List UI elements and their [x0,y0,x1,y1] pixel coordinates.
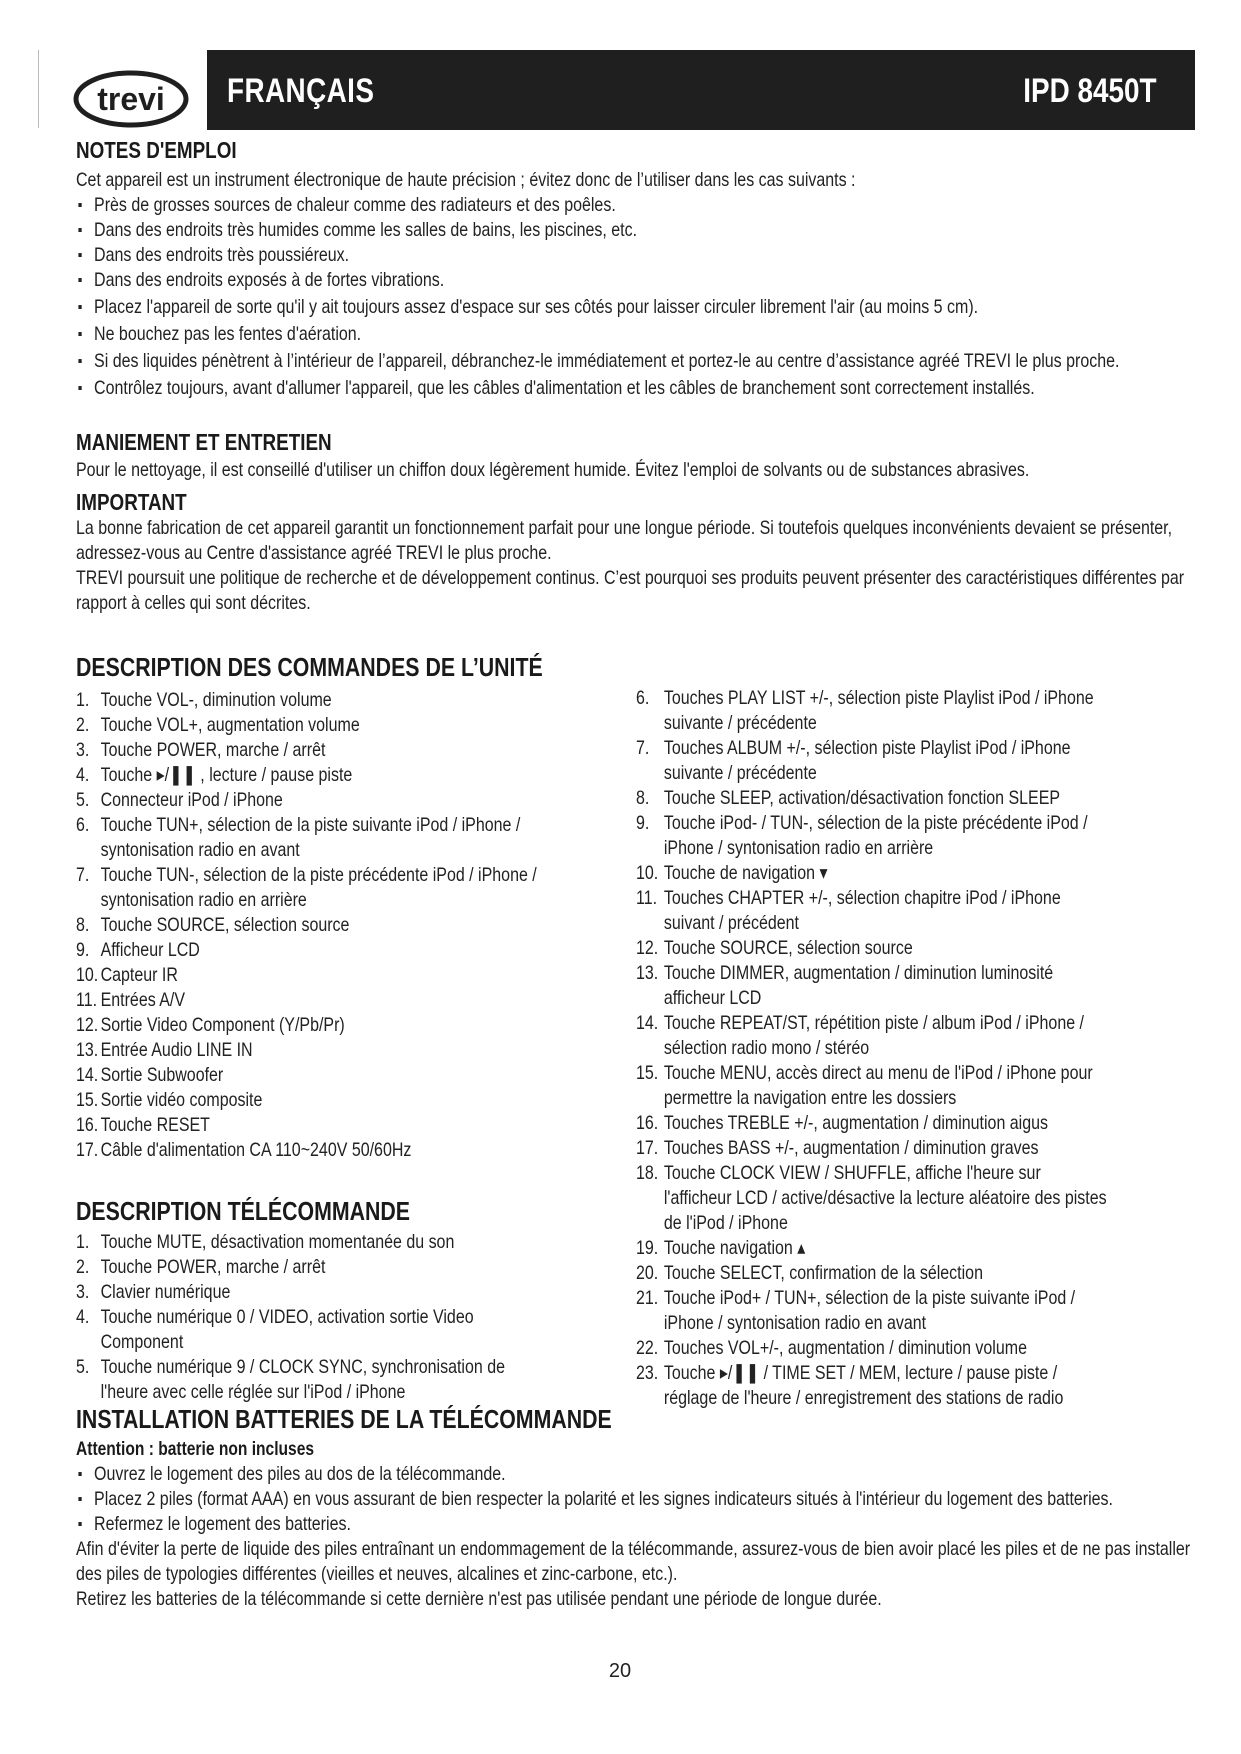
notes-item: ▪ Contrôlez toujours, avant d'allumer l'appareil, que les câbles d'alimentation et les câbles de branchement sont correctement installés. [76,376,1199,401]
remote-item: 14. Touche REPEAT/ST, répétition piste / album iPod / iPhone / sélection radio mono / stéréo [636,1012,1084,1059]
unit-control-item: 11. Entrées A/V [76,989,186,1011]
maintenance-title: MANIEMENT ET ENTRETIEN [76,429,332,455]
remote-item: 2. Touche POWER, marche / arrêt [76,1256,326,1278]
remote-item: 4. Touche numérique 0 / VIDEO, activation sortie Video Component [76,1306,474,1353]
unit-control-item: 17. Câble d'alimentation CA 110~240V 50/60Hz [76,1139,412,1161]
remote-item: 17. Touches BASS +/-, augmentation / diminution graves [636,1137,1039,1159]
unit-control-item: 2. Touche VOL+, augmentation volume [76,714,360,736]
unit-control-item: 8. Touche SOURCE, sélection source [76,914,350,936]
unit-control-item: 15. Sortie vidéo composite [76,1089,263,1111]
remote-item: 3. Clavier numérique [76,1281,231,1303]
unit-control-item: 4. Touche ▸/❚❚ , lecture / pause piste [76,764,353,786]
notes-list [76,193,1199,401]
remote-title: DESCRIPTION TÉLÉCOMMANDE [76,1196,411,1226]
remote-item: 8. Touche SLEEP, activation/désactivation fonction SLEEP [636,787,1061,809]
remote-item: 13. Touche DIMMER, augmentation / diminution luminosité afficheur LCD [636,962,1054,1009]
remote-item: 18. Touche CLOCK VIEW / SHUFFLE, affiche l'heure sur l'afficheur LCD / active/désactive la lecture aléatoire des pistes de l'iPod / iPhone [636,1162,1107,1234]
unit-controls-section [76,652,552,1163]
unit-control-item: 9. Afficheur LCD [76,939,200,961]
remote-item: 12. Touche SOURCE, sélection source [636,937,913,959]
remote-item: 11. Touches CHAPTER +/-, sélection chapitre iPod / iPhone suivant / précédent [636,887,1061,934]
notes-item: ▪ Dans des endroits très humides comme les salles de bains, les piscines, etc. [76,218,1199,243]
important-paragraph: La bonne fabrication de cet appareil garantit un fonctionnement parfait pour une longue période. Si toutefois quelques inconvénients devaient se présenter, adressez-vous au Centre d'assistance agréé TREVI le plus proche. [76,517,1173,564]
remote-section [76,1196,552,1405]
remote-list-right-wrap [636,686,1112,1411]
remote-item: 1. Touche MUTE, désactivation momentanée du son [76,1231,455,1253]
unit-controls-title: DESCRIPTION DES COMMANDES DE L’UNITÉ [76,652,543,682]
model-label: IPD 8450T [1023,72,1157,110]
remote-item: 23. Touche ▸/❚❚ / TIME SET / MEM, lecture / pause piste / réglage de l'heure / enregistrement des stations de radio [636,1362,1064,1409]
important-paragraph: TREVI poursuit une politique de recherche et de développement continus. C’est pourquoi ses produits peuvent présenter des caractéristiques différentes par rapport à celles qui sont décrites. [76,567,1185,614]
remote-item: 15. Touche MENU, accès direct au menu de l'iPod / iPhone pour permettre la navigation entre les dossiers [636,1062,1093,1109]
unit-control-item: 16. Touche RESET [76,1114,210,1136]
remote-list-left [76,1230,552,1405]
remote-list-right [636,686,1112,1411]
unit-control-item: 1. Touche VOL-, diminution volume [76,689,332,711]
batteries-list [76,1462,1199,1537]
maintenance-section [76,428,1199,483]
notes-section [76,136,1199,401]
unit-control-item: 5. Connecteur iPod / iPhone [76,789,283,811]
notes-item: ▪ Près de grosses sources de chaleur comme des radiateurs et des poêles. [76,193,1199,218]
remote-item: 7. Touches ALBUM +/-, sélection piste Playlist iPod / iPhone suivante / précédente [636,737,1071,784]
batteries-attention: Attention : batterie non incluses [76,1439,315,1460]
batteries-paragraph: Retirez les batteries de la télécommande si cette dernière n'est pas utilisée pendant une période de longue durée. [76,1588,882,1610]
batteries-item: ▪ Refermez le logement des batteries. [76,1512,1199,1537]
batteries-item: ▪ Ouvrez le logement des piles au dos de la télécommande. [76,1462,1199,1487]
unit-control-item: 10. Capteur IR [76,964,178,986]
remote-item: 6. Touches PLAY LIST +/-, sélection piste Playlist iPod / iPhone suivante / précédente [636,687,1094,734]
remote-item: 21. Touche iPod+ / TUN+, sélection de la piste suivante iPod / iPhone / syntonisation radio en avant [636,1287,1076,1334]
remote-item: 9. Touche iPod- / TUN-, sélection de la piste précédente iPod / iPhone / syntonisation radio en arrière [636,812,1088,859]
trevi-logo [72,70,190,128]
notes-item: ▪ Si des liquides pénètrent à l’intérieur de l’appareil, débranchez-le immédiatement et portez-le au centre d’assistance agréé TREVI le plus proche. [76,349,1199,374]
unit-control-item: 3. Touche POWER, marche / arrêt [76,739,326,761]
notes-title: NOTES D'EMPLOI [76,137,237,163]
notes-item: ▪ Placez l'appareil de sorte qu'il y ait toujours assez d'espace sur ses côtés pour laisser circuler librement l'air (au moins 5 cm). [76,295,1199,320]
unit-controls-list [76,688,552,1163]
notes-item: ▪ Ne bouchez pas les fentes d'aération. [76,322,1199,347]
unit-control-item: 6. Touche TUN+, sélection de la piste suivante iPod / iPhone / syntonisation radio en avant [76,814,521,861]
language-label: FRANÇAIS [227,72,375,110]
page-number: 20 [608,1660,632,1682]
maintenance-text: Pour le nettoyage, il est conseillé d'utiliser un chiffon doux légèrement humide. Évitez l'emploi de solvants ou de substances abrasives. [76,459,1030,481]
unit-control-item: 7. Touche TUN-, sélection de la piste précédente iPod / iPhone / syntonisation radio en arrière [76,864,537,911]
batteries-title: INSTALLATION BATTERIES DE LA TÉLÉCOMMANDE [76,1404,612,1434]
notes-item: ▪ Dans des endroits très poussiéreux. [76,243,1199,268]
scan-edge-line [38,50,39,128]
important-title: IMPORTANT [76,489,187,515]
remote-item: 22. Touches VOL+/-, augmentation / diminution volume [636,1337,1027,1359]
remote-item: 16. Touches TREBLE +/-, augmentation / diminution aigus [636,1112,1049,1134]
notes-item: ▪ Dans des endroits exposés à de fortes vibrations. [76,268,1199,293]
batteries-paragraph: Afin d'éviter la perte de liquide des piles entraînant un endommagement de la télécommande, assurez-vous de bien avoir placé les piles et de ne pas installer des piles de typologies différentes (vieilles et neuves, alcalines et zinc-carbone, etc.). [76,1538,1191,1585]
header-bar [207,50,1195,130]
important-section [76,488,1199,616]
notes-intro: Cet appareil est un instrument électronique de haute précision ; évitez donc de l’utiliser dans les cas suivants : [76,169,856,191]
remote-item: 5. Touche numérique 9 / CLOCK SYNC, synchronisation de l'heure avec celle réglée sur l'iPod / iPhone [76,1356,506,1403]
remote-item: 20. Touche SELECT, confirmation de la sélection [636,1262,983,1284]
batteries-section [76,1404,1199,1612]
unit-control-item: 14. Sortie Subwoofer [76,1064,224,1086]
logo-text: trevi [97,81,165,117]
remote-item: 10. Touche de navigation ▾ [636,862,828,884]
unit-control-item: 12. Sortie Video Component (Y/Pb/Pr) [76,1014,345,1036]
remote-item: 19. Touche navigation ▴ [636,1237,806,1259]
unit-control-item: 13. Entrée Audio LINE IN [76,1039,253,1061]
batteries-item: ▪ Placez 2 piles (format AAA) en vous assurant de bien respecter la polarité et les signes indicateurs situés à l'intérieur du logement des batteries. [76,1487,1199,1512]
